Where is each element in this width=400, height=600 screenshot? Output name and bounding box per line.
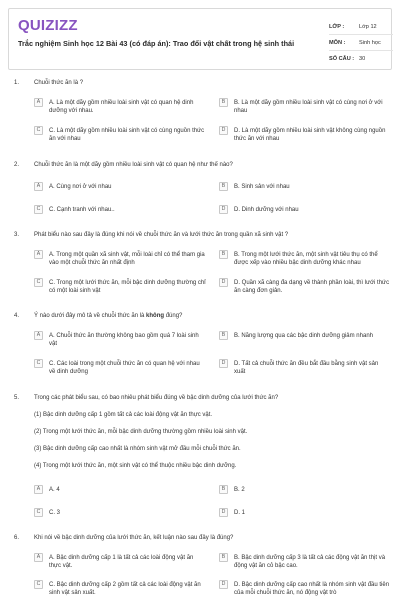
option-letter-box: B (219, 485, 228, 494)
option-text: D. Dinh dưỡng với nhau (234, 207, 299, 213)
option-letter-box: B (219, 553, 228, 562)
statement-item: (2) Trong một lưới thức ăn, mỗi bậc dinh dưỡng thường gồm nhiều loài sinh vật. (34, 429, 248, 435)
option-letter-box: C (34, 580, 43, 589)
option-a[interactable] (34, 485, 206, 494)
option-c[interactable] (34, 580, 206, 597)
option-letter-box: A (34, 485, 43, 494)
option-letter-box: D (219, 359, 228, 368)
option-d[interactable] (219, 205, 391, 214)
question-text-post: đúng? (164, 313, 183, 319)
option-a[interactable] (34, 98, 206, 115)
option-text: A. Cùng nơi ở với nhau (49, 184, 112, 190)
option-letter-box: A (34, 331, 43, 340)
option-d[interactable] (219, 278, 391, 295)
option-text: D. Là một dãy gồm nhiều loài sinh vật không cùng nguồn thức ăn với nhau (234, 128, 386, 142)
option-d[interactable] (219, 580, 391, 597)
option-text: B. Năng lượng qua các bậc dinh dưỡng giảm nhanh (234, 333, 373, 339)
meta-row-count (329, 51, 393, 67)
worksheet-header (8, 8, 392, 70)
option-b[interactable] (219, 250, 391, 267)
option-letter-box: B (219, 98, 228, 107)
option-text: C. Cạnh tranh với nhau.. (49, 207, 115, 213)
option-letter-box: B (219, 331, 228, 340)
option-text: C. Các loài trong một chuỗi thức ăn có quan hệ với nhau về dinh dưỡng (49, 361, 200, 375)
option-text: B. Trong một lưới thức ăn, một sinh vật tiêu thụ có thể được xếp vào nhiều bậc dinh dưỡng khác nhau (234, 252, 378, 266)
option-b[interactable] (219, 331, 391, 340)
option-letter-box: D (219, 580, 228, 589)
option-text: B. 2 (234, 487, 245, 493)
question-text: Phát biểu nào sau đây là đúng khi nói về chuỗi thức ăn và lưới thức ăn trong quần xã sinh vật ? (34, 232, 289, 238)
option-c[interactable] (34, 278, 206, 295)
option-letter-box: A (34, 182, 43, 191)
option-c[interactable] (34, 126, 206, 143)
option-b[interactable] (219, 98, 391, 115)
question-number: 3. (14, 232, 20, 238)
question-number: 6. (14, 535, 20, 541)
question-number: 1. (14, 80, 20, 86)
meta-value: Lớp 12 (359, 23, 377, 30)
option-letter-box: D (219, 278, 228, 287)
option-a[interactable] (34, 250, 206, 267)
option-b[interactable] (219, 485, 391, 494)
option-letter-box: D (219, 508, 228, 517)
meta-row-subject (329, 35, 393, 51)
question-text-emphasis: không (146, 313, 165, 319)
option-text: C. Trong một lưới thức ăn, mỗi bậc dinh dưỡng thường chỉ có một loài sinh vật (49, 280, 206, 294)
option-letter-box: A (34, 250, 43, 259)
meta-row-class (329, 19, 393, 35)
option-text: B. Là một dãy gồm nhiều loài sinh vật có cùng nơi ở với nhau (234, 100, 383, 114)
option-letter-box: A (34, 553, 43, 562)
option-letter-box: C (34, 359, 43, 368)
question-text (34, 313, 384, 319)
option-letter-box: C (34, 126, 43, 135)
option-letter-box: C (34, 508, 43, 517)
option-d[interactable] (219, 126, 391, 143)
option-a[interactable] (34, 553, 206, 570)
option-text: A. Trong một quần xã sinh vật, mỗi loài chỉ có thể tham gia vào một chuỗi thức ăn nhất định (49, 252, 205, 266)
question-text: Chuỗi thức ăn là một dãy gồm nhiều loài sinh vật có quan hệ như thế nào? (34, 162, 233, 168)
page-title: Trắc nghiệm Sinh học 12 Bài 43 (có đáp án): Trao đổi vật chất trong hệ sinh thái (18, 39, 295, 48)
question-number: 2. (14, 162, 20, 168)
statement-item: (4) Trong một lưới thức ăn, một sinh vật có thể thuộc nhiều bậc dinh dưỡng. (34, 463, 237, 469)
meta-key: LỚP : (329, 23, 345, 30)
option-c[interactable] (34, 359, 206, 376)
statement-item: (3) Bậc dinh dưỡng cấp cao nhất là nhóm sinh vật mở đầu mỗi chuỗi thức ăn. (34, 446, 241, 452)
question-text: Chuỗi thức ăn là ? (34, 80, 84, 86)
option-text: C. 3 (49, 510, 61, 516)
option-b[interactable] (219, 182, 391, 191)
meta-key: MÔN : (329, 39, 346, 46)
option-letter-box: A (34, 98, 43, 107)
option-b[interactable] (219, 553, 391, 570)
option-letter-box: D (219, 126, 228, 135)
option-text: A. Chuỗi thức ăn thường không bao gồm quá 7 loài sinh vật (49, 333, 199, 347)
option-a[interactable] (34, 331, 206, 348)
meta-key: SỐ CÂU : (329, 56, 355, 62)
option-text: D. 1 (234, 510, 246, 516)
question-number: 5. (14, 395, 20, 401)
statement-item: (1) Bậc dinh dưỡng cấp 1 gồm tất cả các loài động vật ăn thực vật. (34, 412, 213, 418)
option-text: D. Bậc dinh dưỡng cấp cao nhất là nhóm sinh vật đầu tiên của mỗi chuỗi thức ăn, nó động vật trò (234, 582, 390, 596)
option-text: B. Sinh sản với nhau (234, 184, 290, 190)
question-text: Trong các phát biểu sau, có bao nhiêu phát biểu đúng về bậc dinh dưỡng của lưới thức ăn? (34, 395, 279, 401)
option-letter-box: B (219, 250, 228, 259)
meta-value: Sinh học (359, 39, 381, 46)
meta-value: 30 (359, 56, 366, 62)
question-text-pre: Ý nào dưới đây mô tả về chuỗi thức ăn là (34, 313, 147, 319)
question-number: 4. (14, 313, 20, 319)
option-text: B. Bậc dinh dưỡng cấp 3 là tất cả các động vật ăn thịt và động vật ăn cỏ bậc cao. (234, 555, 386, 569)
option-text: C. Là một dãy gồm nhiều loài sinh vật có cùng nguồn thức ăn với nhau (49, 128, 205, 142)
question-text: Khi nói về bậc dinh dưỡng của lưới thức ăn, kết luận nào sau đây là đúng? (34, 535, 234, 541)
option-text: D. Tất cả chuỗi thức ăn đều bắt đầu bằng sinh vật sản xuất (234, 361, 379, 375)
quizizz-logo[interactable]: QUIZIZZ (18, 17, 78, 34)
option-text: A. Bậc dinh dưỡng cấp 1 là tất cả các loài động vật ăn thực vật. (49, 555, 194, 569)
option-letter-box: D (219, 205, 228, 214)
option-text: C. Bậc dinh dưỡng cấp 2 gồm tất cả các loài động vật ăn sinh vật sản xuất. (49, 582, 201, 596)
option-a[interactable] (34, 182, 206, 191)
option-text: A. 4 (49, 487, 60, 493)
option-text: A. Là một dãy gồm nhiều loài sinh vật có quan hệ dinh dưỡng với nhau. (49, 100, 194, 114)
option-c[interactable] (34, 205, 206, 214)
option-d[interactable] (219, 508, 391, 517)
option-letter-box: C (34, 205, 43, 214)
option-letter-box: B (219, 182, 228, 191)
option-c[interactable] (34, 508, 206, 517)
option-letter-box: C (34, 278, 43, 287)
option-d[interactable] (219, 359, 391, 376)
option-text: D. Quần xã càng đa dạng về thành phần loài, thì lưới thức ăn càng đơn giản. (234, 280, 390, 294)
